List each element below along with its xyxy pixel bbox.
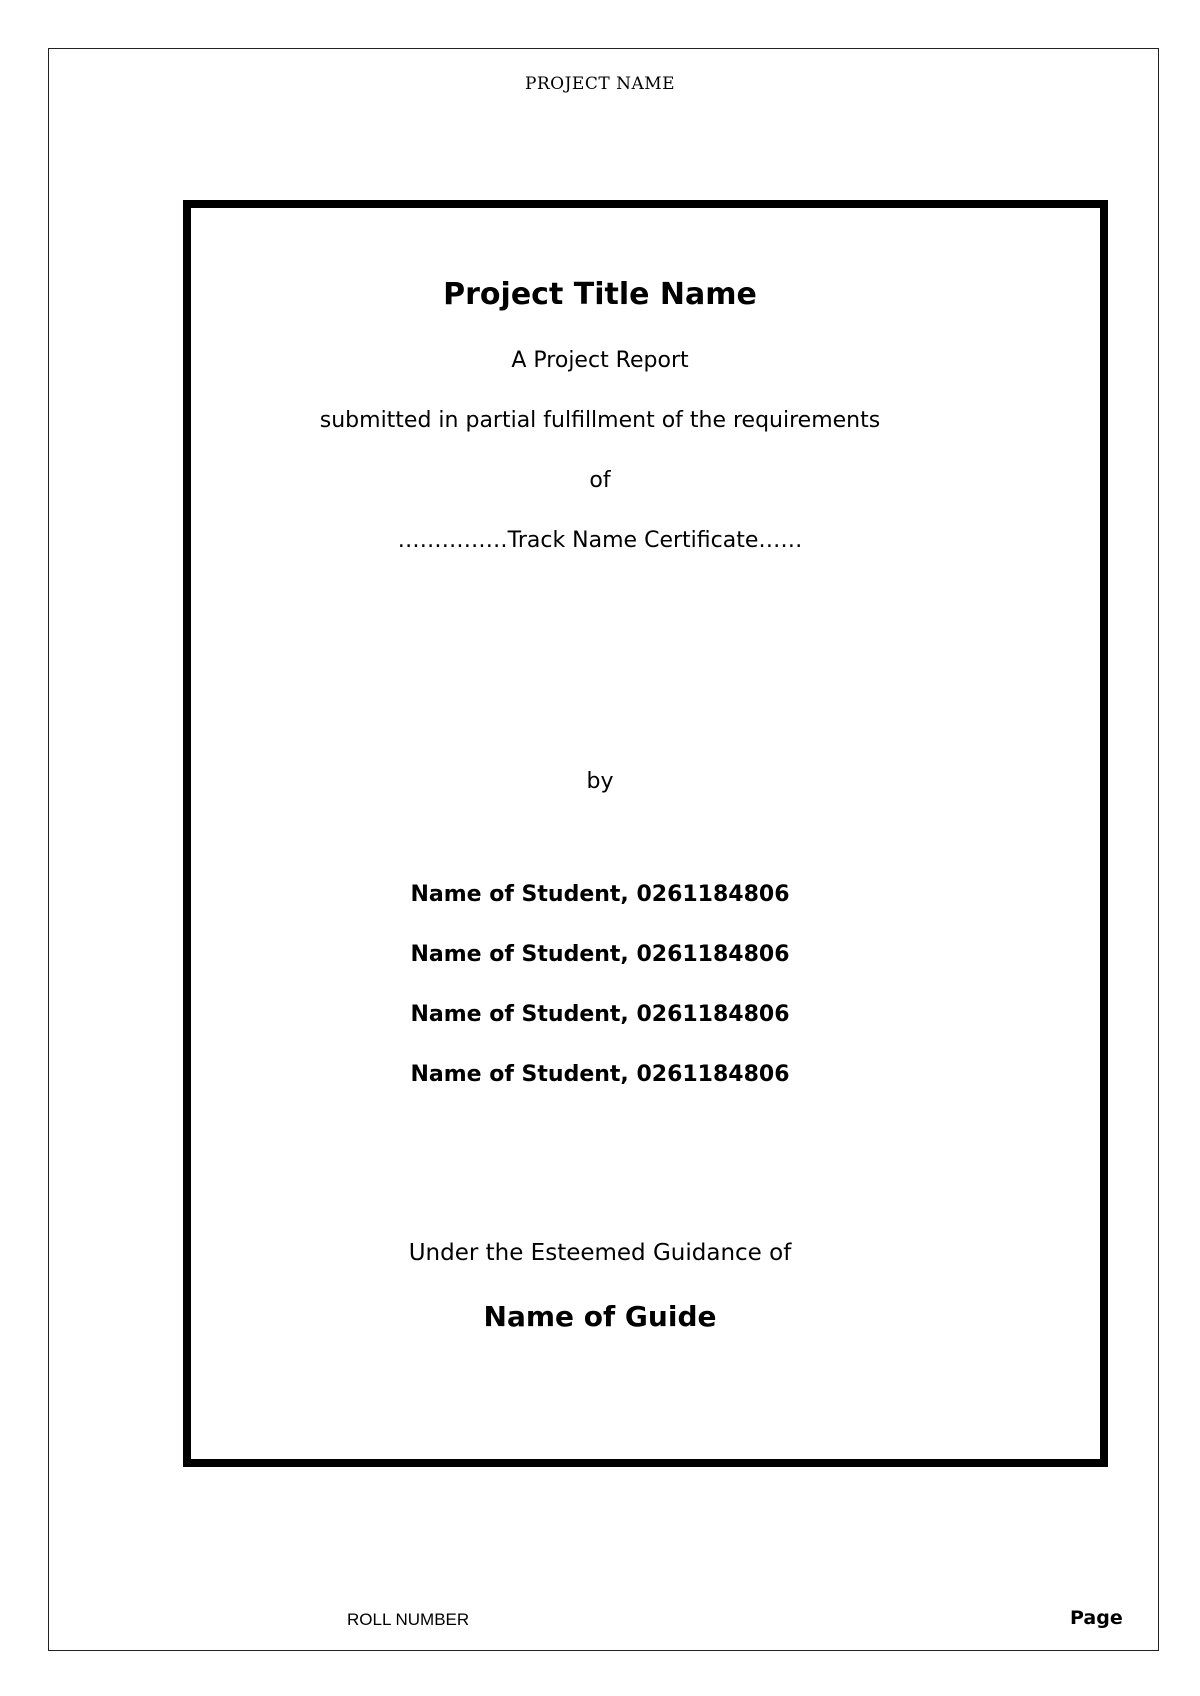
student-name: Name of Student, 0261184806 [410, 1062, 790, 1087]
guide-name: Name of Guide [483, 1300, 717, 1333]
of-line: of [589, 468, 611, 493]
student-name: Name of Student, 0261184806 [410, 942, 790, 967]
submitted-line: submitted in partial fulfillment of the requirements [319, 408, 881, 433]
track-name-line: ……………Track Name Certificate…… [397, 528, 803, 553]
student-name: Name of Student, 0261184806 [410, 1002, 790, 1027]
title-frame [183, 200, 1108, 1467]
footer-page-label: Page [1070, 1607, 1123, 1629]
report-label: A Project Report [511, 348, 689, 373]
guidance-line: Under the Esteemed Guidance of [408, 1240, 792, 1266]
footer-roll-number: ROLL NUMBER [347, 1610, 470, 1629]
by-line: by [586, 769, 614, 794]
project-title: Project Title Name [443, 277, 757, 312]
student-name: Name of Student, 0261184806 [410, 882, 790, 907]
student-list [0, 880, 1200, 1120]
header-project-name: PROJECT NAME [524, 74, 676, 94]
